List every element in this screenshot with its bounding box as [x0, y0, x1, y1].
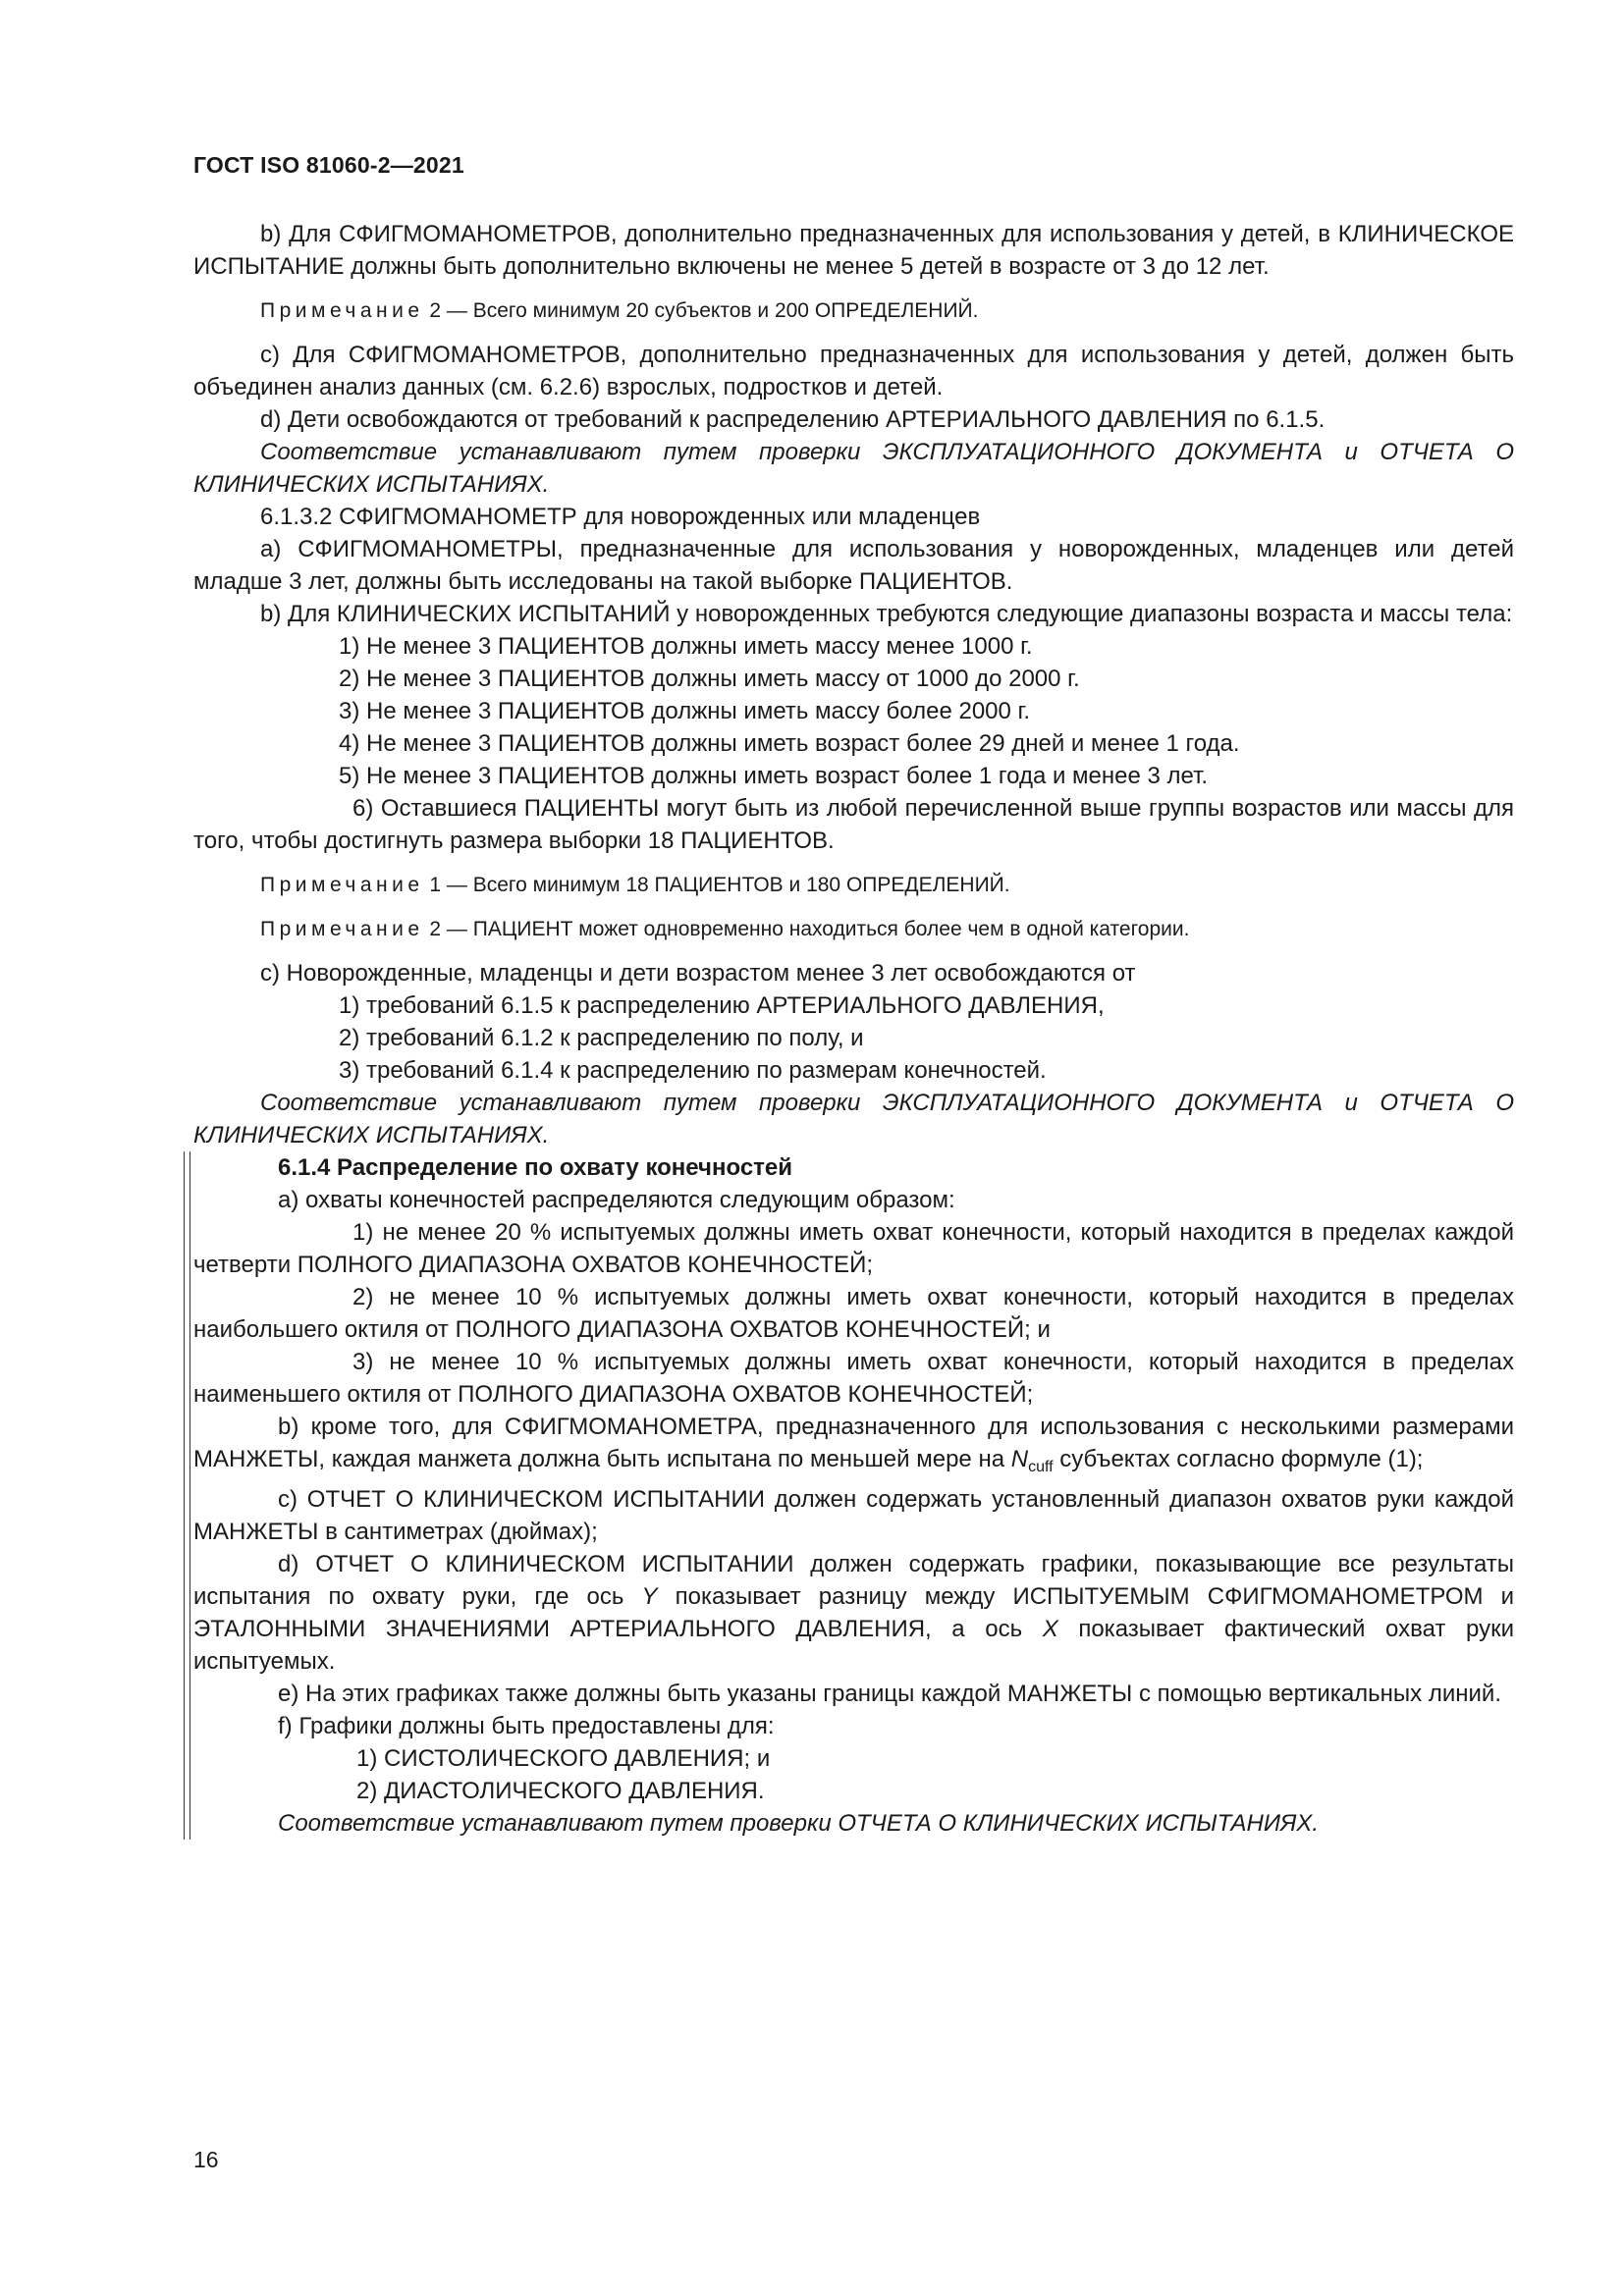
- note-label: Примечание: [260, 874, 424, 896]
- list-item: 3) Не менее 3 ПАЦИЕНТОВ должны иметь массу более 2000 г.: [339, 698, 1031, 724]
- list-item: 2) ДИАСТОЛИЧЕСКОГО ДАВЛЕНИЯ.: [356, 1778, 765, 1804]
- note-label: Примечание: [260, 299, 424, 322]
- list-item: 2) Не менее 3 ПАЦИЕНТОВ должны иметь массу от 1000 до 2000 г.: [339, 666, 1080, 692]
- note-text: 1 — Всего минимум 18 ПАЦИЕНТОВ и 180 ОПРЕДЕЛЕНИЙ.: [423, 874, 1010, 896]
- axis-variable: X: [1042, 1616, 1058, 1642]
- axis-variable: Y: [641, 1583, 658, 1610]
- document-body: [193, 218, 1514, 1840]
- text-run: показывает разницу между ИСПЫТУЕМЫМ СФИГМОМАНОМЕТРОМ и ЭТАЛОННЫМИ ЗНАЧЕНИЯМИ АРТЕРИАЛЬНОГО ДАВЛЕНИЯ, а ось: [193, 1583, 1514, 1642]
- note-text: 2 — Всего минимум 20 субъектов и 200 ОПРЕДЕЛЕНИЙ.: [423, 299, 979, 322]
- compliance-statement-1: Соответствие устанавливают путем проверки ЭКСПЛУАТАЦИОННОГО ДОКУМЕНТА и ОТЧЕТА О КЛИНИЧЕСКИХ ИСПЫТАНИЯХ.: [193, 439, 1514, 498]
- paragraph-b-children: b) Для СФИГМОМАНОМЕТРОВ, дополнительно предназначенных для использования у детей, в КЛИНИЧЕСКОЕ ИСПЫТАНИЕ должны быть дополнительно включены не менее 5 детей в возрасте от 3 до 12 лет.: [193, 221, 1514, 280]
- paragraph-b-cuffs: [193, 1411, 1514, 1483]
- text-run: d) ОТЧЕТ О КЛИНИЧЕСКОМ ИСПЫТАНИИ должен содержать графики, показывающие все результаты испытания по охвату руки, где ось: [193, 1551, 1514, 1610]
- text-run: показывает фактический охват руки испытуемых.: [193, 1616, 1514, 1675]
- page-number: 16: [193, 2147, 219, 2172]
- paragraph-b-ranges: b) Для КЛИНИЧЕСКИХ ИСПЫТАНИЙ у новорожденных требуются следующие диапазоны возраста и массы тела:: [260, 601, 1513, 627]
- note-2-subjects: [193, 294, 1514, 327]
- list-item: 6) Оставшиеся ПАЦИЕНТЫ могут быть из любой перечисленной выше группы возрастов или массы для того, чтобы достигнуть размера выборки 18 ПАЦИЕНТОВ.: [193, 795, 1514, 854]
- list-item: 4) Не менее 3 ПАЦИЕНТОВ должны иметь возраст более 29 дней и менее 1 года.: [339, 730, 1240, 757]
- note-text: 2 — ПАЦИЕНТ может одновременно находиться более чем в одной категории.: [423, 918, 1190, 940]
- paragraph-c-analysis: c) Для СФИГМОМАНОМЕТРОВ, дополнительно предназначенных для использования у детей, должен быть объединен анализ данных (см. 6.2.6) взрослых, подростков и детей.: [193, 342, 1514, 400]
- note-1-patients: [193, 869, 1514, 901]
- formula-subscript: cuff: [1028, 1459, 1054, 1475]
- change-bar: [184, 1151, 190, 1840]
- list-item: 2) требований 6.1.2 к распределению по полу, и: [339, 1025, 864, 1051]
- paragraph-c-exempt: c) Новорожденные, младенцы и дети возрастом менее 3 лет освобождаются от: [260, 960, 1136, 987]
- list-item: 3) не менее 10 % испытуемых должны иметь охват конечности, который находится в пределах наименьшего октиля от ПОЛНОГО ДИАПАЗОНА ОХВАТОВ КОНЕЧНОСТЕЙ;: [193, 1349, 1514, 1408]
- list-item: 5) Не менее 3 ПАЦИЕНТОВ должны иметь возраст более 1 года и менее 3 лет.: [339, 763, 1209, 789]
- paragraph-a-neonates: a) СФИГМОМАНОМЕТРЫ, предназначенные для использования у новорожденных, младенцев или детей младше 3 лет, должны быть исследованы на такой выборке ПАЦИЕНТОВ.: [193, 536, 1514, 595]
- formula-variable: N: [1010, 1446, 1029, 1472]
- list-item: 2) не менее 10 % испытуемых должны иметь охват конечности, который находится в пределах наибольшего октиля от ПОЛНОГО ДИАПАЗОНА ОХВАТОВ КОНЕЧНОСТЕЙ; и: [193, 1284, 1514, 1343]
- document-header: ГОСТ ISO 81060-2—2021: [193, 152, 464, 178]
- list-item: 1) СИСТОЛИЧЕСКОГО ДАВЛЕНИЯ; и: [356, 1745, 771, 1772]
- paragraph-c-report: c) ОТЧЕТ О КЛИНИЧЕСКОМ ИСПЫТАНИИ должен содержать установленный диапазон охватов руки каждой МАНЖЕТЫ в сантиметрах (дюймах);: [193, 1486, 1514, 1545]
- list-item: 1) не менее 20 % испытуемых должны иметь охват конечности, который находится в пределах каждой четверти ПОЛНОГО ДИАПАЗОНА ОХВАТОВ КОНЕЧНОСТЕЙ;: [193, 1219, 1514, 1278]
- note-label: Примечание: [260, 918, 424, 940]
- text-run: субъектах согласно формуле (1);: [1053, 1446, 1424, 1472]
- note-2-category: [193, 913, 1514, 945]
- list-item: 3) требований 6.1.4 к распределению по размерам конечностей.: [339, 1057, 1047, 1084]
- revised-section-6-1-4: [193, 1151, 1514, 1840]
- paragraph-f-graphs-for: f) Графики должны быть предоставлены для:: [278, 1713, 775, 1739]
- paragraph-e-boundaries: e) На этих графиках также должны быть указаны границы каждой МАНЖЕТЫ с помощью вертикальных линий.: [278, 1681, 1501, 1707]
- paragraph-d-exempt: d) Дети освобождаются от требований к распределению АРТЕРИАЛЬНОГО ДАВЛЕНИЯ по 6.1.5.: [260, 406, 1326, 433]
- list-item: 1) Не менее 3 ПАЦИЕНТОВ должны иметь массу менее 1000 г.: [339, 633, 1033, 660]
- compliance-statement-2: Соответствие устанавливают путем проверки ЭКСПЛУАТАЦИОННОГО ДОКУМЕНТА и ОТЧЕТА О КЛИНИЧЕСКИХ ИСПЫТАНИЯХ.: [193, 1090, 1514, 1148]
- paragraph-a-distribution: a) охваты конечностей распределяются следующим образом:: [278, 1187, 955, 1213]
- section-title-6-1-4: 6.1.4 Распределение по охвату конечностей: [278, 1154, 793, 1181]
- paragraph-d-graphs: [193, 1548, 1514, 1678]
- compliance-statement-3: Соответствие устанавливают путем проверки ОТЧЕТА О КЛИНИЧЕСКИХ ИСПЫТАНИЯХ.: [278, 1810, 1320, 1837]
- text-run: b) кроме того, для СФИГМОМАНОМЕТРА, предназначенного для использования с несколькими размерами МАНЖЕТЫ, каждая манжета должна быть испытана по меньшей мере на: [193, 1414, 1514, 1472]
- list-item: 1) требований 6.1.5 к распределению АРТЕРИАЛЬНОГО ДАВЛЕНИЯ,: [339, 992, 1105, 1019]
- subsection-title-6-1-3-2: 6.1.3.2 СФИГМОМАНОМЕТР для новорожденных или младенцев: [260, 504, 981, 530]
